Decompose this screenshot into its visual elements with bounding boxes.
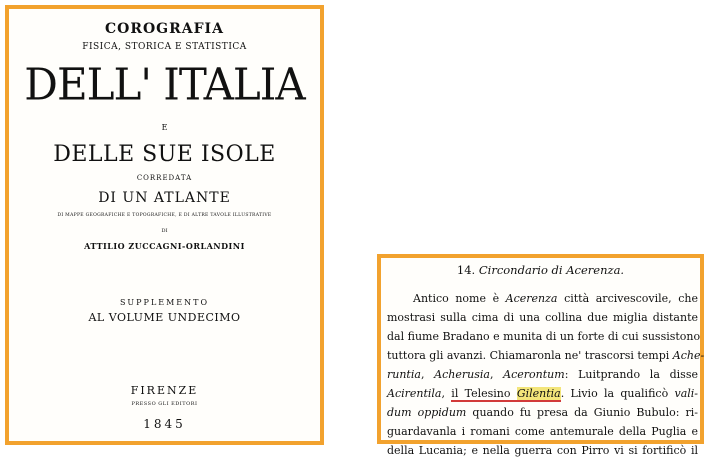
subtitle: FISICA, STORICA E STATISTICA xyxy=(82,42,247,52)
text-line: della Lucania; e nella guerra con Pirro vi si fortificò il xyxy=(387,444,698,457)
volume-text: AL VOLUME UNDECIMO xyxy=(88,311,241,324)
excerpt-image xyxy=(377,254,705,457)
corredata-text: CORREDATA xyxy=(136,174,193,182)
city-text: FIRENZE xyxy=(130,384,199,397)
underlined-phrase: il Telesino Gilentia xyxy=(451,387,561,400)
supplement-text: SUPPLEMENTO xyxy=(119,298,210,307)
text-line: Antico nome è Acerenza città arcivescovile, che xyxy=(413,292,698,305)
text-line: dum oppidum quando fu presa da Giunio Bubulo: ri- xyxy=(387,406,698,419)
atlas-title: DI UN ATLANTE xyxy=(98,190,231,206)
heading-text: Circondario di Acerenza. xyxy=(478,263,625,277)
heading-number: 14. xyxy=(456,263,476,277)
main-title: COROGRAFIA xyxy=(105,21,224,37)
by-text: DI xyxy=(161,228,168,234)
text-line: guardavanla i romani come antemurale della Puglia e xyxy=(387,425,698,438)
year-text: 1845 xyxy=(143,417,186,431)
conjunction: E xyxy=(161,123,168,132)
title-page-image xyxy=(5,5,324,445)
text-line: runtia, Acherusia, Acerontum: Luitprando la disse xyxy=(387,368,698,381)
highlighted-word: Gilentia xyxy=(516,387,561,400)
text-line: dal fiume Bradano e munita di un forte di cui sussistono xyxy=(387,330,701,343)
author-name: ATTILIO ZUCCAGNI-ORLANDINI xyxy=(84,241,245,251)
islands-title: DELLE SUE ISOLE xyxy=(53,142,276,167)
text-line: tuttora gli avanzi. Chiamaronla ne' trascorsi tempi Ache- xyxy=(387,349,705,362)
big-title: DELL' ITALIA xyxy=(24,58,305,111)
text-line: mostrasi sulla cima di una collina due miglia distante xyxy=(387,311,698,324)
text-line: Acirentila, il Telesino Gilentia. Livio la qualificò vali- xyxy=(387,387,699,400)
illustrative-text: DI MAPPE GEOGRAFICHE E TOPOGRAFICHE, E DI ALTRE TAVOLE ILLUSTRATIVE xyxy=(57,213,272,218)
publisher-text: PRESSO GLI EDITORI xyxy=(131,401,198,407)
excerpt-body xyxy=(387,289,705,460)
excerpt-heading xyxy=(381,263,700,277)
